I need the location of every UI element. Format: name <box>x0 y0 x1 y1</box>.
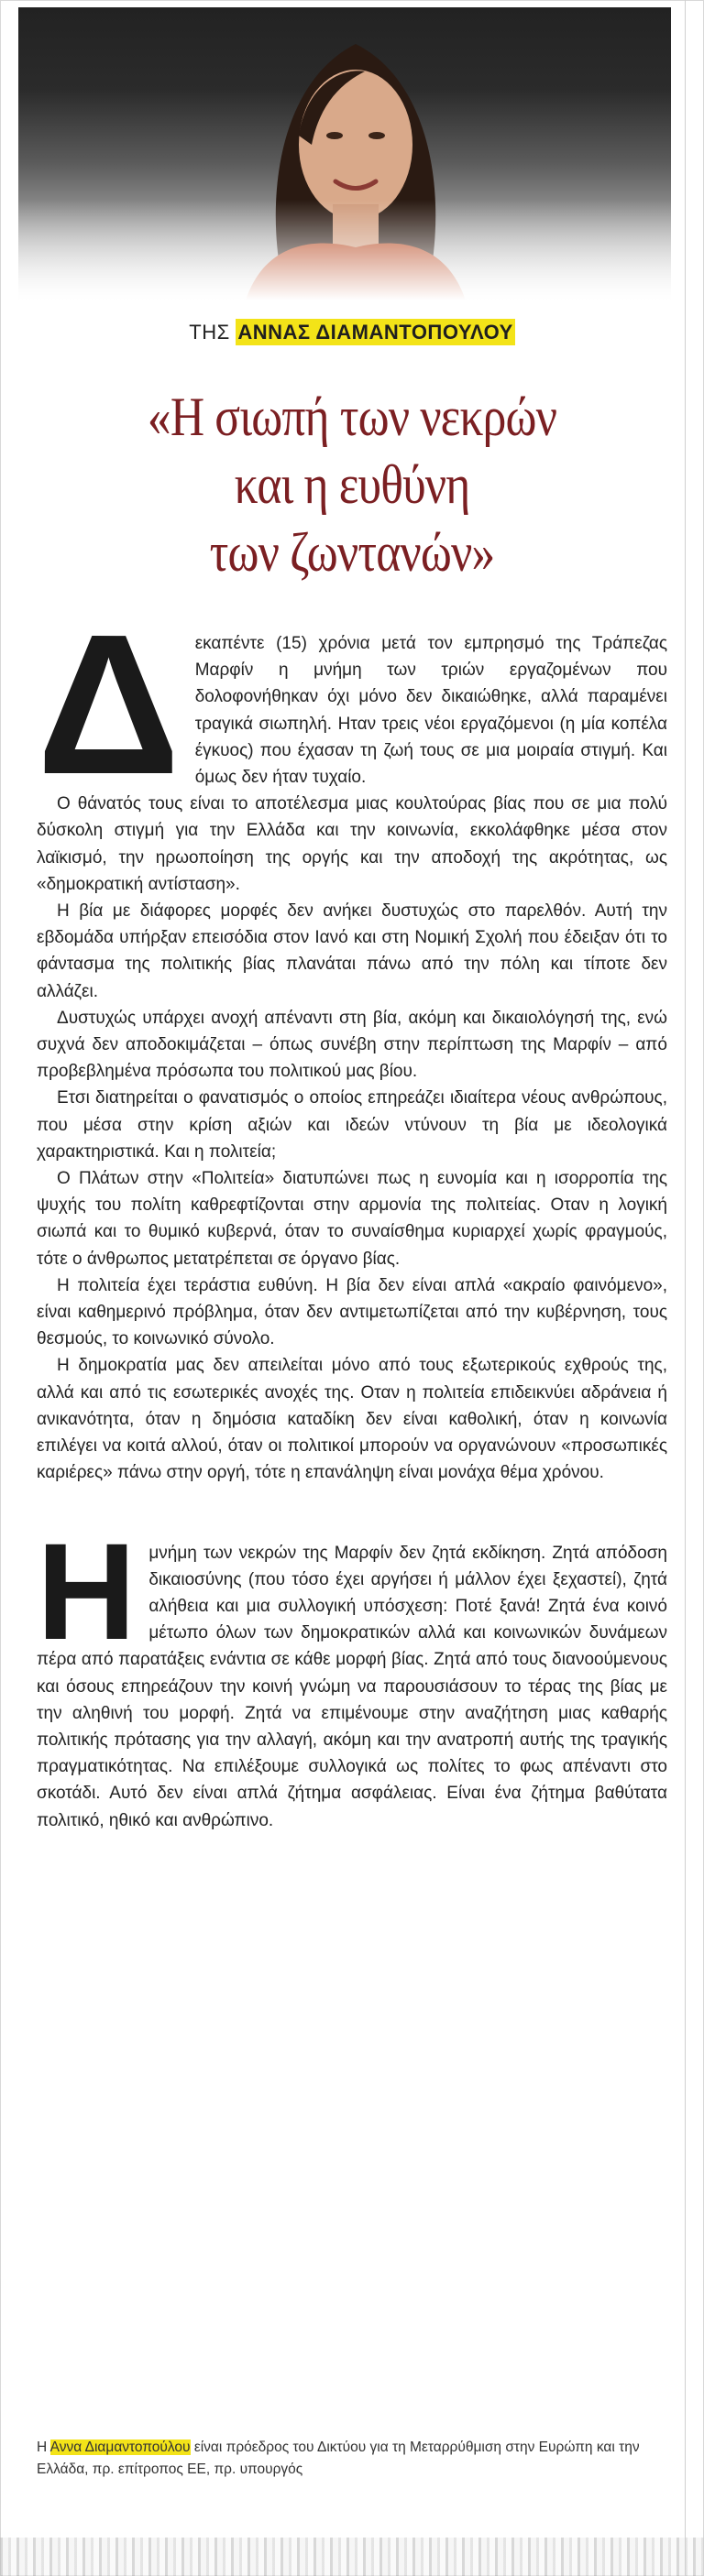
bio-name: Αννα Διαμαντοπούλου <box>50 2440 191 2455</box>
drop-cap-2: Η <box>37 1513 137 1668</box>
column-rule <box>685 0 686 2576</box>
headline-line-1: «Η σιωπή των νεκρών <box>147 387 557 447</box>
paragraph-4: Δυστυχώς υπάρχει ανοχή απέναντι στη βία, ακόμη και δικαιολόγησή της, ενώ συχνά δεν αποδοκιμάζεται – όπως συνέβη στην περίπτωση της Μαρφίν – από προβεβλημένα πρόσωπα του πολιτικού μας βίου. <box>37 1008 667 1082</box>
paragraph-6: Ο Πλάτων στην «Πολιτεία» διατυπώνει πως η ευνομία και η ισορροπία της ψυχής του πολίτη καθρεφτίζονται στην αρμονία της πολιτείας. Οταν η λογική σιωπά και το θυμικό κυβερνά, όταν το συναίσθημα κυριαρχεί χωρίς φραγμούς, τότε ο άνθρωπος μετατρέπεται σε όργανο βίας. <box>37 1169 667 1269</box>
article-body <box>37 594 667 1834</box>
paragraph-1: εκαπέντε (15) χρόνια μετά τον εμπρησμό της Τράπεζας Μαρφίν η μνήμη των τριών εργαζομένων που δολοφονήθηκαν όχι μόνο δεν δικαιώθηκε, αλλά παραμένει τραγικά σιωπηλή. Ηταν τρεις νέοι εργαζόμενοι (η μία κοπέλα έγκυος) που έχασαν τη ζωή τους σε μια μοιραία στιγμή. Και όμως δεν ήταν τυχαίο. <box>194 634 667 788</box>
byline-author: ΑΝΝΑΣ ΔΙΑΜΑΝΤΟΠΟΥΛΟΥ <box>237 321 513 344</box>
paragraph-5: Ετσι διατηρείται ο φανατισμός ο οποίος επηρεάζει ιδιαίτερα νέους ανθρώπους, που μέσα στην κρίση αξιών και ιδεών ντύνουν τη βία με ιδεολογικά χαρακτηριστικά. Και η πολιτεία; <box>37 1088 667 1162</box>
paragraph-2: Ο θάνατός τους είναι το αποτέλεσμα μιας κουλτούρας βίας που σε μια πολύ δύσκολη στιγμή για την Ελλάδα και την κοινωνία, εκκολάφθηκε μέσα στον λαϊκισμό, την ηρωοποίηση της οργής και την αποδοχή της ακρότητας, ως «δημοκρατική αντίσταση». <box>37 794 667 894</box>
headline-line-2: και η ευθύνη <box>234 454 470 515</box>
headline-line-3: των ζωντανών» <box>209 522 495 583</box>
drop-cap: Δ <box>37 594 181 816</box>
byline-prefix: ΤΗΣ <box>189 321 230 344</box>
torn-edge <box>0 2538 704 2576</box>
author-bio <box>37 2437 667 2481</box>
photo-fade <box>18 200 671 300</box>
paragraph-7: Η πολιτεία έχει τεράστια ευθύνη. Η βία δεν είναι απλά «ακραίο φαινόμενο», είναι καθημερινό πρόβλημα, όταν δεν αντιμετωπίζεται από την κυβέρνηση, τους θεσμούς, το κοινωνικό σύνολο. <box>37 1275 667 1349</box>
paragraph-9: μνήμη των νεκρών της Μαρφίν δεν ζητά εκδίκηση. Ζητά απόδοση δικαιοσύνης (που τόσο έχει αργήσει ή μάλλον έχει ξεχαστεί), ζητά αλήθεια και μια συλλογική υπόσχεση: Ποτέ ξανά! Ζητά ένα κοινό μέτωπο όλων των δημοκρατικών αλλά και κοινωνικών δυνάμεων πέρα από παρατάξεις ενάντια σε κάθε μορφή βίας. Ζητά από τους διανοούμενους και όσους επηρεάζουν την κοινή γνώμη να παρουσιάσουν το τέρας της βίας με την αληθινή του μορφή. Ζητά να επιμένουμε στην αναζήτηση μιας καθαρής πολιτικής πρότασης για την αλλαγή, ακόμη και την ανατροπή αυτής της τραγικής πραγματικότητας. Να επιλέξουμε συλλογικά ως πολίτες το φως απέναντι στο σκοτάδι. Αυτό δεν είναι απλά ζήτημα ασφάλειας. Είναι ένα ζήτημα βαθύτατα πολιτικό, ηθικό και ανθρώπινο. <box>37 1543 667 1830</box>
paragraph-3: Η βία με διάφορες μορφές δεν ανήκει δυστυχώς στο παρελθόν. Αυτή την εβδομάδα υπήρξαν επεισόδια στον Ιανό και στη Νομική Σχολή που έδειξαν ότι το φάντασμα της πολιτικής βίας πλανάται πάνω από την πόλη και τίποτε δεν αλλάζει. <box>37 901 667 1001</box>
paragraph-8: Η δημοκρατία μας δεν απειλείται μόνο από τους εξωτερικούς εχθρούς της, αλλά και από τις εσωτερικές ανοχές της. Οταν η πολιτεία επιδεικνύει αδράνεια ή ανικανότητα, όταν η δημόσια καταδίκη δεν είναι καθολική, όταν η κοινωνία επιλέγει να κοιτά αλλού, όταν οι πολιτικοί μπορούν να οργανώνουν «προσωπικές καριέρες» πάνω στην οργή, τότε η επανάληψη είναι μονάχα θέμα χρόνου. <box>37 1356 667 1483</box>
byline <box>0 321 704 344</box>
author-photo-band <box>18 7 671 300</box>
headline <box>81 383 623 586</box>
bio-prefix: Η <box>37 2440 50 2455</box>
bio-text: είναι πρόεδρος του Δικτύου για τη Μεταρρύθμιση στην Ευρώπη και την Ελλάδα, πρ. επίτροπος ΕΕ, πρ. υπουργός <box>37 2440 640 2477</box>
